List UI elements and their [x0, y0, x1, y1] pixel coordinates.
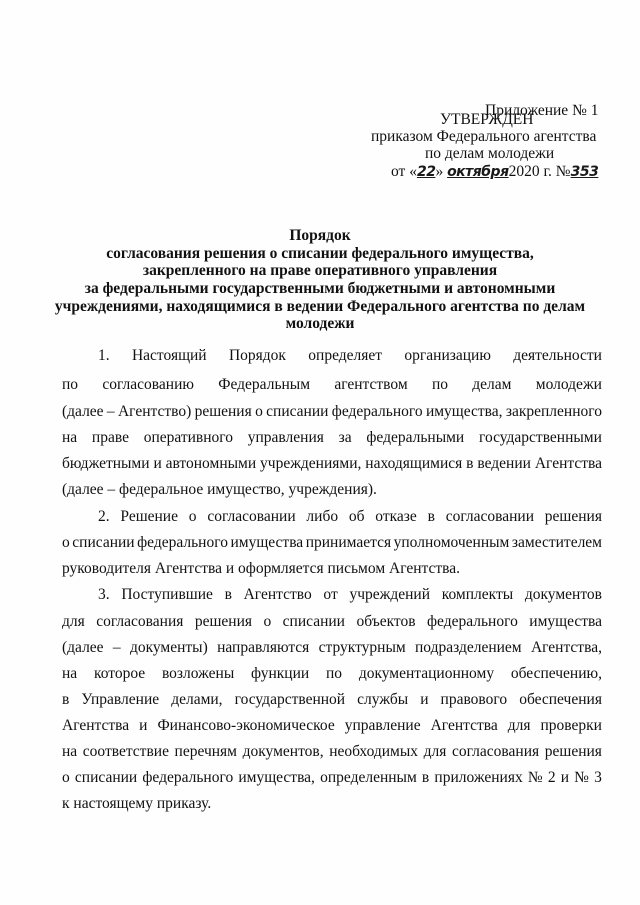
word: о	[255, 403, 263, 420]
word: согласовании	[207, 508, 296, 525]
date-month: октября	[447, 164, 509, 180]
p2-line-2	[62, 534, 602, 552]
word: организацию	[404, 347, 491, 364]
word: Агентства	[534, 455, 602, 472]
date-year: 2020 г. №	[508, 163, 571, 180]
word: в	[466, 455, 474, 472]
word: 2.	[98, 508, 110, 525]
word: проверки	[540, 717, 602, 734]
word: направляются	[217, 639, 310, 656]
word: учреждений	[349, 586, 430, 603]
word: уполномоченным	[393, 534, 510, 551]
word: Агентства	[62, 717, 130, 734]
word: подразделением	[415, 639, 522, 656]
p1-line-2	[62, 376, 602, 394]
title-line-4: за федеральными государственными бюджетными и автономными	[84, 280, 556, 297]
word: государственной	[234, 691, 346, 708]
word: функции	[251, 665, 310, 682]
word: решения	[544, 743, 602, 760]
word: федерального	[331, 403, 423, 420]
word: необходимых	[329, 743, 419, 760]
word: соответствие	[82, 743, 169, 760]
word: приложениях	[434, 769, 523, 786]
word: согласования	[96, 613, 184, 630]
word: учреждениями,	[260, 455, 362, 472]
p1-line-6: (далее – федеральное имущество, учреждения).	[62, 481, 377, 498]
word: по	[325, 665, 343, 682]
word: имущества,	[238, 769, 315, 786]
word: делам	[472, 376, 512, 393]
word: государственными	[478, 429, 602, 446]
word: перечням	[174, 743, 237, 760]
word: о	[188, 508, 197, 525]
p3-line-7	[62, 743, 602, 761]
word: определенным	[320, 769, 417, 786]
word: Поступившие	[121, 586, 213, 603]
word: обеспечения	[519, 691, 602, 708]
word: –	[112, 639, 121, 656]
word: управления	[247, 429, 324, 446]
word: списании	[74, 769, 138, 786]
word: Управление	[81, 691, 160, 708]
word: 1.	[98, 347, 110, 364]
word: определяет	[308, 347, 383, 364]
word: Агентства	[430, 717, 498, 734]
date-prefix: от «	[391, 163, 417, 180]
word: праве	[91, 429, 129, 446]
word: федерального	[427, 613, 518, 630]
word: 3.	[98, 586, 110, 603]
word: 3	[594, 769, 602, 786]
word: имущества,	[425, 403, 503, 420]
p3-line-6	[62, 717, 602, 735]
word: от	[323, 586, 338, 603]
p3-line-2	[62, 613, 602, 631]
word: о	[62, 769, 70, 786]
word: и	[560, 769, 570, 786]
word: решения	[194, 613, 253, 630]
word: которое	[93, 665, 146, 682]
word: закрепленного	[505, 403, 602, 420]
word: в	[421, 769, 430, 786]
word: возложены	[161, 665, 235, 682]
order-line-2: по делам молодежи	[425, 145, 555, 162]
word: бюджетными	[62, 455, 150, 472]
title-line-2: согласования решения о списании федерального имущества,	[106, 245, 534, 262]
word: структурным	[318, 639, 406, 656]
word: списании	[266, 403, 329, 420]
word: в	[224, 586, 232, 603]
word: комплекты	[441, 586, 514, 603]
word: согласовании	[445, 508, 535, 525]
word: списании	[72, 534, 135, 551]
word: федеральными	[366, 429, 465, 446]
p3-line-3	[62, 639, 602, 657]
word: в	[62, 691, 70, 708]
word: для	[423, 743, 447, 760]
word: документационному	[358, 665, 495, 682]
word: документов	[524, 586, 602, 603]
title-line-5: учреждениями, находящимися в ведении Федерального агентства по делам	[54, 298, 586, 315]
word: Настоящий	[131, 347, 207, 364]
word: об	[348, 508, 365, 525]
word: либо	[306, 508, 339, 525]
word: обеспечению,	[510, 665, 602, 682]
word: отказе	[375, 508, 417, 525]
word: правового	[440, 691, 508, 708]
word: по	[62, 376, 79, 393]
word: и	[139, 717, 148, 734]
word: (далее	[62, 639, 104, 656]
word: №	[527, 769, 543, 786]
appendix-label: Приложение № 1	[485, 102, 599, 119]
word: деятельности	[513, 347, 602, 364]
word: на	[62, 743, 78, 760]
word: №	[574, 769, 589, 786]
word: за	[338, 429, 352, 446]
word: Порядок	[228, 347, 286, 364]
word: документы)	[129, 639, 208, 656]
word: федерального	[137, 534, 228, 551]
word: 2	[547, 769, 556, 786]
word: Федеральным	[218, 376, 311, 393]
word: заместителем	[511, 534, 602, 551]
word: объектов	[356, 613, 416, 630]
word: для	[62, 613, 85, 630]
word: принимается	[305, 534, 392, 551]
word: согласованию	[102, 376, 194, 393]
word: агентством	[334, 376, 408, 393]
word: –	[106, 403, 115, 420]
word: списании	[282, 613, 345, 630]
word: Агентство)	[117, 403, 192, 420]
order-date-line: от «22» октября2020 г. №353	[391, 163, 599, 180]
word: ведении	[477, 455, 531, 472]
date-number: 353	[570, 164, 599, 180]
word: Решение	[120, 508, 178, 525]
word: имущества	[529, 613, 602, 630]
word: делами,	[171, 691, 223, 708]
word: и	[420, 691, 429, 708]
word: Агентства,	[530, 639, 602, 656]
p3-line-5	[62, 691, 602, 709]
p1-line-3	[62, 403, 602, 421]
word: на	[62, 429, 78, 446]
p2-line-1	[98, 508, 602, 526]
word: о	[62, 534, 70, 551]
p1-line-1	[98, 347, 602, 365]
approved-label: УТВЕРЖДЕН	[440, 111, 534, 128]
word: имущества	[230, 534, 304, 551]
p3-line-9: к настоящему приказу.	[62, 795, 212, 812]
word: Финансово-экономическое	[157, 717, 335, 734]
word: федерального	[142, 769, 234, 786]
word: решения	[194, 403, 252, 420]
word: автономными	[165, 455, 257, 472]
p2-line-3: руководителя Агентства и оформляется письмом Агентства.	[62, 560, 461, 577]
word: управление	[344, 717, 421, 734]
word: для	[507, 717, 531, 734]
p3-line-4	[62, 665, 602, 683]
word: документов,	[242, 743, 324, 760]
p1-line-5	[62, 455, 602, 473]
title-line-6: молодежи	[285, 315, 355, 332]
word: и	[153, 455, 162, 472]
order-line-1: приказом Федерального агентства	[371, 128, 597, 145]
word: находящимися	[365, 455, 463, 472]
word: на	[62, 665, 78, 682]
word: решения	[544, 508, 602, 525]
date-day: 22	[416, 164, 436, 180]
word: службы	[357, 691, 409, 708]
word: по	[431, 376, 448, 393]
word: (далее	[62, 403, 104, 420]
title-line-1: Порядок	[289, 227, 351, 244]
p1-line-4	[62, 429, 602, 447]
word: молодежи	[535, 376, 602, 393]
word: о	[263, 613, 272, 630]
word: Агентство	[243, 586, 312, 603]
word: в	[427, 508, 435, 525]
word: согласования	[451, 743, 540, 760]
p3-line-1	[98, 586, 602, 604]
title-line-3: закрепленного на праве оперативного управления	[142, 262, 498, 279]
p3-line-8	[62, 769, 602, 787]
word: оперативного	[143, 429, 234, 446]
